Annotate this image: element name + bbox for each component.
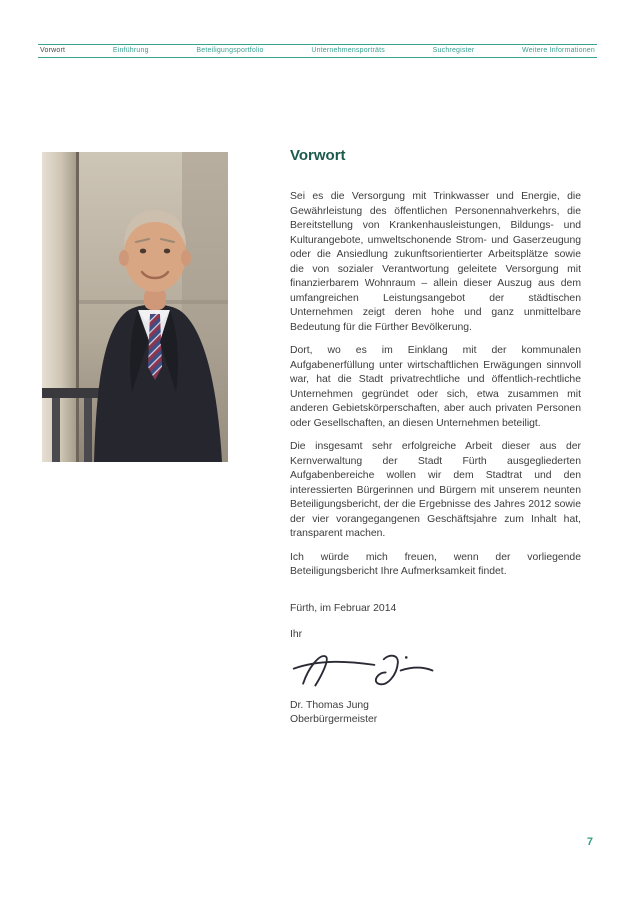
nav-item-unternehmensportraets[interactable]: Unternehmensporträts <box>311 47 385 54</box>
page-title: Vorwort <box>290 147 346 164</box>
nav-item-weitere-informationen[interactable]: Weitere Informationen <box>522 47 595 54</box>
signer-title: Oberbürgermeister <box>290 714 378 725</box>
handwritten-signature <box>290 646 581 695</box>
foreword-paragraph-3: Die insgesamt sehr erfolgreiche Arbeit dieser aus der Kernverwaltung der Stadt Fürth ausgegliederten Aufgabenbereiche wollen wir dem Stadtrat und den interessierten Bürgerinnen und Bürgern mit unserem neunten Beteiligungsbericht, der die Ergebnisse des Jahres 2012 sowie der vier vorangegangenen Geschäftsjahre zum Inhalt hat, transparent machen. <box>290 441 581 539</box>
foreword-paragraph-2: Dort, wo es im Einklang mit der kommunalen Aufgabenerfüllung unter wirtschaftlichen Erwägungen sinnvoll war, hat die Stadt privatrechtliche und öffentlich-rechtliche Unternehmen gegründet oder sich, etwa zusammen mit anderen Gebietskörperschaften, aber auch privaten Personen oder Gesellschaften, an diesen Unternehmen beteiligt. <box>290 345 581 429</box>
portrait-illustration <box>42 152 228 462</box>
signer-name: Dr. Thomas Jung <box>290 699 369 711</box>
place-and-date: Fürth, im Februar 2014 <box>290 602 397 614</box>
foreword-text-column <box>290 148 581 728</box>
page-number: 7 <box>586 836 593 848</box>
foreword-paragraph-1: Sei es die Versorgung mit Trinkwasser und Energie, die Gewährleistung des öffentlichen Personennahverkehrs, die Bereitstellung von Krankenhausleistungen, Bildungs- und Kulturangebote, umweltschonende Strom- und Gaserzeugung oder die Ansiedlung zukunftsorientierter Arbeitsplätze sowie die von sozialer Verantwortung geleitete Versorgung mit finanzierbarem Wohnraum – allein dieser Auszug aus dem umfangreichen Leistungsangebot der städtischen Unternehmen zeigt deren hohe und ganz unmittelbare Bedeutung für die Fürther Bevölkerung. <box>290 191 581 333</box>
nav-item-beteiligungsportfolio[interactable]: Beteiligungsportfolio <box>196 47 264 54</box>
nav-item-suchregister[interactable]: Suchregister <box>432 47 475 54</box>
salutation: Ihr <box>290 628 303 640</box>
top-navigation <box>38 44 597 58</box>
mayor-portrait-photo <box>42 152 228 462</box>
foreword-paragraph-4: Ich würde mich freuen, wenn der vorliegende Beteiligungsbericht Ihre Aufmerksamkeit findet. <box>290 551 581 577</box>
nav-item-vorwort[interactable]: Vorwort <box>40 47 66 54</box>
nav-item-einfuehrung[interactable]: Einführung <box>112 47 149 54</box>
signature-strokes <box>290 646 440 695</box>
